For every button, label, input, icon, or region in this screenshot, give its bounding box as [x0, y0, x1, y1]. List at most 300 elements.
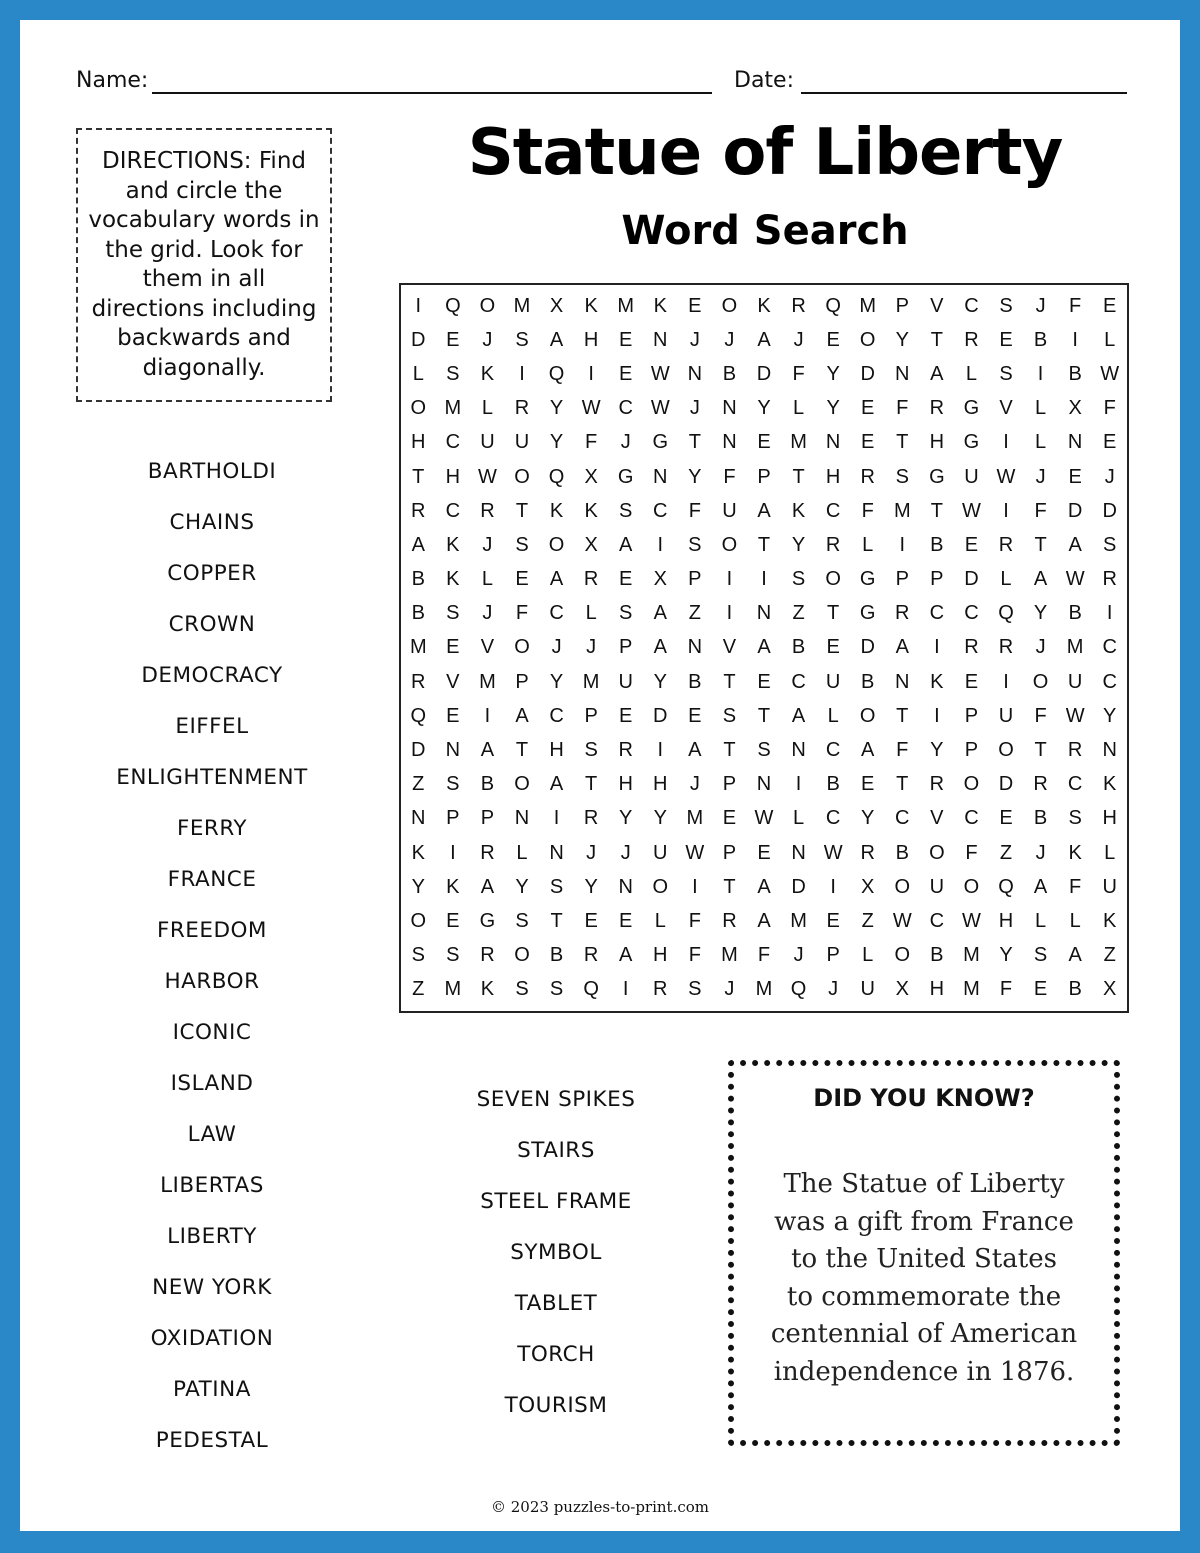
grid-letter[interactable]: E: [515, 568, 529, 591]
grid-letter[interactable]: A: [619, 944, 633, 967]
grid-letter[interactable]: O: [825, 568, 841, 591]
grid-letter[interactable]: L: [862, 533, 874, 556]
grid-letter[interactable]: J: [620, 431, 631, 454]
grid-letter[interactable]: U: [514, 431, 530, 454]
grid-letter[interactable]: R: [929, 773, 945, 796]
grid-letter[interactable]: M: [444, 978, 462, 1001]
grid-letter[interactable]: Y: [688, 465, 702, 488]
grid-letter[interactable]: F: [1034, 499, 1047, 522]
grid-letter[interactable]: S: [446, 773, 460, 796]
grid-letter[interactable]: E: [1033, 978, 1048, 1001]
grid-letter[interactable]: B: [1033, 807, 1048, 830]
grid-letter[interactable]: N: [825, 431, 841, 454]
grid-letter[interactable]: C: [1102, 636, 1117, 659]
grid-letter[interactable]: I: [726, 568, 733, 591]
grid-letter[interactable]: M: [963, 944, 980, 967]
grid-letter[interactable]: W: [961, 499, 981, 522]
grid-letter[interactable]: P: [757, 465, 771, 488]
grid-letter[interactable]: J: [1035, 841, 1046, 864]
grid-letter[interactable]: F: [861, 499, 874, 522]
grid-letter[interactable]: O: [1032, 670, 1049, 693]
grid-letter[interactable]: R: [929, 397, 945, 420]
grid-letter[interactable]: N: [722, 397, 737, 420]
grid-letter[interactable]: Q: [790, 978, 807, 1001]
grid-letter[interactable]: L: [793, 807, 805, 830]
grid-letter[interactable]: Y: [826, 362, 840, 385]
grid-letter[interactable]: E: [826, 636, 840, 659]
grid-letter[interactable]: L: [862, 944, 874, 967]
grid-letter[interactable]: N: [411, 807, 426, 830]
grid-letter[interactable]: W: [1100, 362, 1120, 385]
grid-letter[interactable]: R: [1033, 773, 1048, 796]
grid-letter[interactable]: E: [861, 397, 875, 420]
grid-letter[interactable]: W: [650, 362, 670, 385]
grid-letter[interactable]: K: [446, 568, 460, 591]
grid-letter[interactable]: T: [757, 704, 771, 727]
grid-letter[interactable]: Q: [445, 294, 461, 317]
grid-letter[interactable]: X: [653, 568, 667, 591]
grid-letter[interactable]: A: [895, 636, 909, 659]
grid-letter[interactable]: M: [1066, 636, 1084, 659]
grid-letter[interactable]: K: [480, 362, 495, 385]
grid-letter[interactable]: T: [1034, 739, 1047, 762]
grid-letter[interactable]: S: [999, 294, 1013, 317]
grid-letter[interactable]: F: [1069, 294, 1082, 317]
grid-letter[interactable]: R: [895, 602, 910, 625]
grid-letter[interactable]: M: [755, 978, 773, 1001]
grid-letter[interactable]: A: [411, 533, 425, 556]
grid-letter[interactable]: R: [825, 533, 841, 556]
grid-letter[interactable]: T: [896, 704, 909, 727]
grid-letter[interactable]: F: [1034, 704, 1047, 727]
grid-letter[interactable]: F: [896, 739, 909, 762]
grid-letter[interactable]: G: [479, 910, 496, 933]
grid-letter[interactable]: H: [929, 431, 945, 454]
grid-letter[interactable]: A: [757, 875, 771, 898]
grid-letter[interactable]: G: [859, 602, 876, 625]
grid-letter[interactable]: W: [1065, 568, 1085, 591]
grid-letter[interactable]: F: [688, 910, 701, 933]
grid-letter[interactable]: U: [964, 465, 979, 488]
grid-letter[interactable]: O: [721, 294, 738, 317]
grid-letter[interactable]: T: [896, 431, 909, 454]
grid-letter[interactable]: B: [411, 568, 425, 591]
grid-letter[interactable]: H: [445, 465, 461, 488]
grid-letter[interactable]: O: [894, 944, 911, 967]
grid-letter[interactable]: R: [1067, 739, 1083, 762]
grid-letter[interactable]: S: [584, 739, 598, 762]
grid-letter[interactable]: N: [514, 807, 530, 830]
grid-letter[interactable]: A: [480, 739, 495, 762]
grid-letter[interactable]: O: [652, 875, 669, 898]
name-blank-line[interactable]: [152, 92, 712, 94]
grid-letter[interactable]: J: [620, 841, 631, 864]
grid-letter[interactable]: A: [1033, 568, 1048, 591]
grid-letter[interactable]: T: [930, 328, 943, 351]
grid-letter[interactable]: P: [619, 636, 633, 659]
grid-letter[interactable]: S: [549, 875, 564, 898]
grid-letter[interactable]: U: [1102, 875, 1117, 898]
grid-letter[interactable]: Z: [999, 841, 1013, 864]
grid-letter[interactable]: W: [1065, 704, 1085, 727]
grid-letter[interactable]: T: [792, 465, 805, 488]
grid-letter[interactable]: Z: [1103, 944, 1116, 967]
grid-letter[interactable]: J: [689, 397, 700, 420]
grid-letter[interactable]: F: [757, 944, 771, 967]
grid-letter[interactable]: P: [895, 294, 909, 317]
grid-letter[interactable]: C: [964, 807, 979, 830]
grid-letter[interactable]: B: [688, 670, 702, 693]
grid-letter[interactable]: X: [584, 465, 598, 488]
grid-letter[interactable]: I: [622, 978, 629, 1001]
grid-letter[interactable]: I: [450, 841, 456, 864]
grid-letter[interactable]: H: [653, 773, 668, 796]
grid-letter[interactable]: B: [861, 670, 875, 693]
grid-letter[interactable]: P: [964, 739, 979, 762]
grid-letter[interactable]: E: [446, 328, 460, 351]
grid-letter[interactable]: S: [1033, 944, 1048, 967]
grid-letter[interactable]: Q: [825, 294, 841, 317]
grid-letter[interactable]: J: [586, 841, 597, 864]
grid-letter[interactable]: I: [761, 568, 767, 591]
grid-letter[interactable]: T: [550, 910, 563, 933]
grid-letter[interactable]: W: [961, 910, 981, 933]
grid-letter[interactable]: A: [757, 328, 771, 351]
grid-letter[interactable]: V: [930, 807, 944, 830]
grid-letter[interactable]: L: [481, 397, 493, 420]
grid-letter[interactable]: K: [584, 294, 598, 317]
grid-letter[interactable]: A: [549, 568, 564, 591]
grid-letter[interactable]: W: [581, 397, 601, 420]
grid-letter[interactable]: X: [895, 978, 909, 1001]
grid-letter[interactable]: E: [722, 807, 737, 830]
grid-letter[interactable]: A: [549, 328, 564, 351]
grid-letter[interactable]: Y: [861, 807, 875, 830]
grid-letter[interactable]: J: [1035, 636, 1046, 659]
grid-letter[interactable]: K: [1068, 841, 1082, 864]
grid-letter[interactable]: N: [445, 739, 461, 762]
grid-letter[interactable]: J: [1035, 294, 1046, 317]
grid-letter[interactable]: I: [934, 704, 940, 727]
grid-letter[interactable]: Y: [549, 431, 564, 454]
grid-letter[interactable]: B: [930, 533, 944, 556]
grid-letter[interactable]: I: [484, 704, 491, 727]
grid-letter[interactable]: T: [896, 773, 909, 796]
date-blank-line[interactable]: [801, 92, 1127, 94]
grid-letter[interactable]: Z: [792, 602, 805, 625]
grid-letter[interactable]: Y: [584, 875, 598, 898]
grid-letter[interactable]: G: [652, 431, 669, 454]
grid-letter[interactable]: O: [963, 875, 980, 898]
grid-letter[interactable]: U: [618, 670, 633, 693]
grid-letter[interactable]: P: [722, 841, 737, 864]
grid-letter[interactable]: H: [549, 739, 564, 762]
grid-letter[interactable]: B: [480, 773, 495, 796]
grid-letter[interactable]: P: [688, 568, 702, 591]
grid-letter[interactable]: A: [1068, 533, 1082, 556]
grid-letter[interactable]: Y: [653, 670, 667, 693]
grid-letter[interactable]: S: [688, 533, 702, 556]
grid-letter[interactable]: M: [479, 670, 496, 693]
grid-letter[interactable]: C: [929, 602, 945, 625]
grid-letter[interactable]: Q: [998, 875, 1014, 898]
grid-letter[interactable]: K: [584, 499, 598, 522]
grid-letter[interactable]: M: [617, 294, 635, 317]
grid-letter[interactable]: F: [965, 841, 978, 864]
grid-letter[interactable]: X: [861, 875, 875, 898]
grid-letter[interactable]: Y: [757, 397, 771, 420]
grid-letter[interactable]: A: [1068, 944, 1082, 967]
grid-letter[interactable]: C: [445, 499, 461, 522]
grid-letter[interactable]: B: [1068, 602, 1082, 625]
grid-letter[interactable]: I: [588, 362, 594, 385]
grid-letter[interactable]: C: [791, 670, 806, 693]
grid-letter[interactable]: T: [827, 602, 840, 625]
grid-letter[interactable]: I: [1003, 431, 1009, 454]
grid-letter[interactable]: X: [584, 533, 598, 556]
grid-letter[interactable]: R: [722, 910, 737, 933]
grid-letter[interactable]: G: [617, 465, 634, 488]
grid-letter[interactable]: S: [446, 944, 460, 967]
grid-letter[interactable]: H: [653, 944, 668, 967]
grid-letter[interactable]: U: [929, 875, 945, 898]
grid-letter[interactable]: N: [687, 636, 703, 659]
grid-letter[interactable]: U: [480, 431, 495, 454]
grid-letter[interactable]: Q: [410, 704, 427, 727]
grid-letter[interactable]: Y: [549, 670, 564, 693]
grid-letter[interactable]: J: [793, 328, 804, 351]
grid-letter[interactable]: R: [860, 465, 875, 488]
grid-letter[interactable]: P: [826, 944, 840, 967]
grid-letter[interactable]: Y: [999, 944, 1013, 967]
grid-letter[interactable]: T: [930, 499, 943, 522]
grid-letter[interactable]: T: [515, 499, 529, 522]
grid-letter[interactable]: E: [1068, 465, 1082, 488]
grid-letter[interactable]: Y: [826, 397, 840, 420]
grid-letter[interactable]: Z: [688, 602, 701, 625]
grid-letter[interactable]: T: [585, 773, 598, 796]
grid-letter[interactable]: N: [653, 465, 668, 488]
grid-letter[interactable]: E: [964, 670, 979, 693]
grid-letter[interactable]: T: [723, 670, 736, 693]
grid-letter[interactable]: C: [964, 294, 979, 317]
grid-letter[interactable]: N: [756, 602, 772, 625]
grid-letter[interactable]: N: [618, 875, 633, 898]
grid-letter[interactable]: E: [688, 294, 702, 317]
grid-letter[interactable]: E: [584, 910, 598, 933]
grid-letter[interactable]: E: [619, 568, 633, 591]
grid-letter[interactable]: M: [963, 978, 980, 1001]
grid-letter[interactable]: P: [480, 807, 495, 830]
grid-letter[interactable]: B: [826, 773, 840, 796]
grid-letter[interactable]: O: [721, 533, 738, 556]
grid-letter[interactable]: J: [793, 944, 804, 967]
grid-letter[interactable]: W: [650, 397, 670, 420]
grid-letter[interactable]: K: [653, 294, 667, 317]
grid-letter[interactable]: S: [722, 704, 737, 727]
grid-letter[interactable]: U: [860, 978, 875, 1001]
grid-letter[interactable]: A: [619, 533, 633, 556]
grid-letter[interactable]: E: [757, 670, 771, 693]
grid-letter[interactable]: K: [791, 499, 806, 522]
grid-letter[interactable]: J: [482, 328, 493, 351]
grid-letter[interactable]: K: [757, 294, 771, 317]
grid-letter[interactable]: O: [514, 636, 530, 659]
grid-letter[interactable]: I: [657, 739, 664, 762]
grid-letter[interactable]: A: [480, 875, 495, 898]
grid-letter[interactable]: P: [446, 807, 460, 830]
grid-letter[interactable]: V: [930, 294, 944, 317]
grid-letter[interactable]: N: [687, 362, 703, 385]
grid-letter[interactable]: L: [1035, 431, 1047, 454]
grid-letter[interactable]: S: [895, 465, 909, 488]
grid-letter[interactable]: M: [790, 910, 807, 933]
grid-letter[interactable]: Y: [515, 875, 529, 898]
grid-letter[interactable]: R: [480, 944, 495, 967]
grid-letter[interactable]: M: [721, 944, 738, 967]
grid-letter[interactable]: V: [446, 670, 460, 693]
grid-letter[interactable]: A: [653, 602, 667, 625]
grid-letter[interactable]: D: [653, 704, 668, 727]
grid-letter[interactable]: K: [549, 499, 564, 522]
grid-letter[interactable]: S: [619, 602, 633, 625]
grid-letter[interactable]: R: [411, 499, 426, 522]
grid-letter[interactable]: J: [689, 773, 700, 796]
grid-letter[interactable]: M: [409, 636, 427, 659]
grid-letter[interactable]: H: [583, 328, 599, 351]
grid-letter[interactable]: F: [896, 397, 909, 420]
grid-letter[interactable]: O: [998, 739, 1014, 762]
grid-letter[interactable]: W: [823, 841, 843, 864]
grid-letter[interactable]: J: [551, 636, 562, 659]
grid-letter[interactable]: S: [791, 568, 806, 591]
grid-letter[interactable]: N: [1067, 431, 1083, 454]
grid-letter[interactable]: P: [964, 704, 979, 727]
grid-letter[interactable]: N: [895, 670, 910, 693]
grid-letter[interactable]: E: [861, 773, 875, 796]
grid-letter[interactable]: C: [445, 431, 461, 454]
grid-letter[interactable]: K: [446, 533, 460, 556]
grid-letter[interactable]: K: [480, 978, 495, 1001]
grid-letter[interactable]: O: [929, 841, 945, 864]
grid-letter[interactable]: D: [411, 739, 426, 762]
grid-letter[interactable]: B: [411, 602, 425, 625]
grid-letter[interactable]: M: [513, 294, 531, 317]
grid-letter[interactable]: Q: [548, 362, 565, 385]
grid-letter[interactable]: J: [1035, 465, 1046, 488]
grid-letter[interactable]: A: [515, 704, 529, 727]
grid-letter[interactable]: N: [549, 841, 564, 864]
grid-letter[interactable]: F: [999, 978, 1013, 1001]
grid-letter[interactable]: Q: [998, 602, 1014, 625]
grid-letter[interactable]: N: [791, 739, 806, 762]
grid-letter[interactable]: D: [964, 568, 979, 591]
grid-letter[interactable]: H: [618, 773, 633, 796]
grid-letter[interactable]: V: [722, 636, 737, 659]
grid-letter[interactable]: U: [653, 841, 668, 864]
grid-letter[interactable]: P: [895, 568, 909, 591]
grid-letter[interactable]: P: [515, 670, 529, 693]
grid-letter[interactable]: J: [482, 602, 493, 625]
grid-letter[interactable]: S: [515, 910, 529, 933]
grid-letter[interactable]: D: [791, 875, 806, 898]
grid-letter[interactable]: A: [757, 499, 771, 522]
grid-letter[interactable]: R: [653, 978, 668, 1001]
grid-letter[interactable]: R: [480, 841, 495, 864]
grid-letter[interactable]: J: [724, 328, 735, 351]
grid-letter[interactable]: I: [795, 773, 802, 796]
grid-letter[interactable]: L: [481, 568, 493, 591]
grid-letter[interactable]: E: [757, 841, 771, 864]
grid-letter[interactable]: C: [618, 397, 633, 420]
grid-letter[interactable]: O: [859, 704, 876, 727]
grid-letter[interactable]: R: [583, 944, 599, 967]
grid-letter[interactable]: I: [934, 636, 940, 659]
grid-letter[interactable]: T: [723, 739, 736, 762]
grid-letter[interactable]: L: [516, 841, 528, 864]
grid-letter[interactable]: N: [895, 362, 910, 385]
grid-letter[interactable]: C: [549, 602, 564, 625]
grid-letter[interactable]: I: [726, 602, 733, 625]
grid-letter[interactable]: F: [688, 499, 701, 522]
grid-letter[interactable]: Y: [619, 807, 633, 830]
grid-letter[interactable]: H: [998, 910, 1014, 933]
grid-letter[interactable]: O: [410, 910, 427, 933]
grid-letter[interactable]: R: [791, 294, 806, 317]
grid-letter[interactable]: J: [689, 328, 700, 351]
grid-letter[interactable]: V: [480, 636, 495, 659]
grid-letter[interactable]: Z: [861, 910, 874, 933]
grid-letter[interactable]: N: [791, 841, 806, 864]
grid-letter[interactable]: G: [929, 465, 945, 488]
grid-letter[interactable]: F: [792, 362, 805, 385]
grid-letter[interactable]: O: [963, 773, 980, 796]
grid-letter[interactable]: O: [514, 944, 530, 967]
grid-letter[interactable]: E: [826, 910, 840, 933]
grid-letter[interactable]: I: [899, 533, 906, 556]
grid-letter[interactable]: C: [895, 807, 910, 830]
grid-letter[interactable]: N: [756, 773, 772, 796]
grid-letter[interactable]: E: [688, 704, 702, 727]
grid-letter[interactable]: C: [825, 499, 841, 522]
grid-letter[interactable]: B: [1033, 328, 1048, 351]
grid-letter[interactable]: N: [653, 328, 668, 351]
grid-letter[interactable]: B: [791, 636, 806, 659]
grid-letter[interactable]: U: [998, 704, 1014, 727]
grid-letter[interactable]: S: [1103, 533, 1117, 556]
grid-letter[interactable]: S: [757, 739, 771, 762]
grid-letter[interactable]: I: [657, 533, 664, 556]
grid-letter[interactable]: E: [1103, 294, 1117, 317]
grid-letter[interactable]: C: [929, 910, 945, 933]
grid-letter[interactable]: K: [930, 670, 944, 693]
grid-letter[interactable]: L: [965, 362, 977, 385]
grid-letter[interactable]: C: [825, 739, 841, 762]
grid-letter[interactable]: I: [415, 294, 422, 317]
grid-letter[interactable]: K: [1103, 910, 1117, 933]
grid-letter[interactable]: U: [825, 670, 841, 693]
grid-letter[interactable]: D: [860, 636, 875, 659]
grid-letter[interactable]: O: [479, 294, 496, 317]
grid-letter[interactable]: L: [1069, 910, 1081, 933]
grid-letter[interactable]: E: [619, 704, 633, 727]
grid-letter[interactable]: E: [619, 910, 633, 933]
grid-letter[interactable]: D: [756, 362, 772, 385]
grid-letter[interactable]: I: [1072, 328, 1078, 351]
grid-letter[interactable]: G: [859, 568, 876, 591]
word-search-grid[interactable]: [399, 283, 1129, 1013]
grid-letter[interactable]: Y: [895, 328, 909, 351]
